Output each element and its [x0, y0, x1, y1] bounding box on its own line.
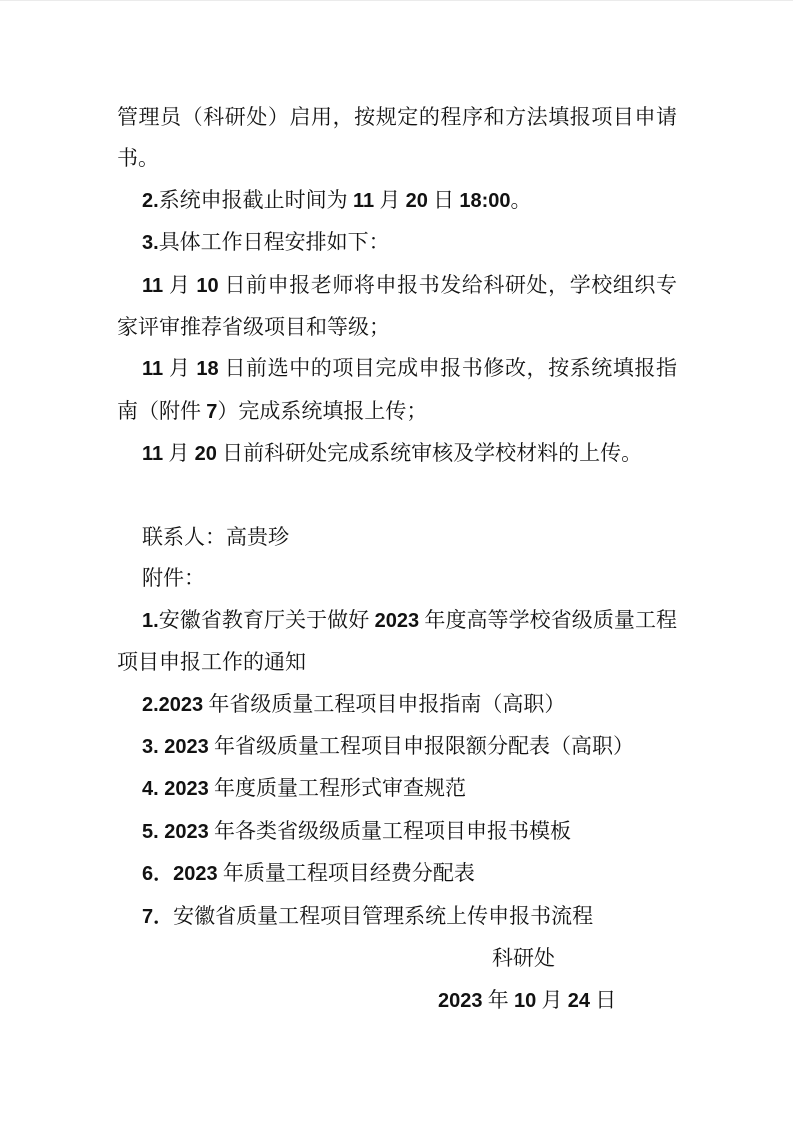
text-run: 年	[482, 987, 514, 1012]
para-attachments-label	[117, 558, 677, 599]
text-run: 具体工作日程安排如下：	[158, 230, 390, 255]
document-body	[117, 97, 677, 1022]
bold-number-run: 7	[206, 400, 218, 423]
bold-number-run: 2023	[374, 609, 420, 632]
bold-number-run: 2.	[142, 189, 159, 212]
text-run: 年省级质量工程项目申报指南（高职）	[203, 691, 566, 716]
bold-number-run: 11	[142, 274, 164, 297]
bold-number-run: 3. 2023	[142, 736, 209, 759]
text-run: 年各类省级级质量工程项目申报书模板	[208, 818, 571, 843]
attachment-5	[117, 811, 677, 853]
para-deadline	[117, 180, 677, 222]
text-run: 日前选中的项目完成申报书修改，按系统填报指南（附件	[117, 356, 678, 423]
attachment-2	[117, 684, 677, 726]
bold-number-run: 6．2023	[142, 863, 218, 886]
bold-number-run: 11	[352, 189, 375, 212]
bold-number-run: 18	[196, 358, 219, 381]
bold-number-run: 3.	[142, 232, 159, 255]
bold-number-run: 2.2023	[142, 693, 204, 716]
bold-number-run: 10	[514, 989, 537, 1012]
attachment-6	[117, 853, 677, 895]
para-schedule-intro	[117, 222, 677, 264]
text-run: 安徽省质量工程项目管理系统上传申报书流程	[173, 903, 594, 928]
text-run: 月	[163, 356, 197, 381]
text-run: 年质量工程项目经费分配表	[217, 861, 475, 886]
para-schedule-nov10	[117, 265, 677, 349]
attachment-7	[117, 896, 677, 938]
text-run: 附件：	[142, 566, 205, 591]
text-run: 科研处	[492, 946, 555, 971]
bold-number-run: 24	[567, 989, 590, 1012]
bold-number-run: 11	[142, 443, 164, 466]
bold-number-run: 18:00	[459, 189, 511, 212]
bold-number-run: 4. 2023	[142, 778, 209, 801]
para-admin-continuation	[117, 97, 677, 180]
text-run: 年度高等学校省级质量工程项目申报工作的通知	[117, 607, 677, 675]
para-contact	[117, 517, 677, 558]
bold-number-run: 5. 2023	[142, 820, 209, 843]
bold-number-run: 20	[405, 189, 428, 212]
text-run: 月	[374, 187, 406, 212]
bold-number-run: 2023	[438, 989, 483, 1012]
text-run: 年省级质量工程项目申报限额分配表（高职）	[208, 734, 634, 759]
text-run: 月	[536, 987, 568, 1012]
bold-number-run: 11	[142, 358, 164, 381]
para-schedule-nov18	[117, 348, 677, 433]
para-schedule-nov20	[117, 433, 677, 475]
attachment-4	[117, 768, 677, 810]
text-run: 管理员（科研处）启用，按规定的程序和方法填报项目申请书。	[117, 105, 677, 171]
text-run: 系统申报截止时间为	[158, 187, 353, 212]
attachment-3	[117, 726, 677, 768]
text-run: 年度质量工程形式审查规范	[208, 776, 466, 801]
text-run: 日前科研处完成系统审核及学校材料的上传。	[216, 441, 643, 466]
bold-number-run: 1.	[142, 609, 159, 632]
text-run: 月	[163, 441, 195, 466]
bold-number-run: 20	[194, 443, 217, 466]
attachment-1	[117, 600, 677, 684]
text-run: 日	[427, 187, 460, 212]
bold-number-run: 10	[196, 274, 219, 297]
text-run: 月	[163, 272, 197, 297]
bold-number-run: 7．	[142, 905, 174, 928]
text-run: 联系人：高贵珍	[142, 525, 289, 550]
para-blank-line	[117, 476, 677, 517]
text-run: 。	[510, 187, 532, 212]
text-run: 日前申报老师将申报书发给科研处，学校组织专家评审推荐省级项目和等级；	[117, 272, 678, 340]
text-run: ）完成系统填报上传；	[217, 398, 428, 423]
text-run: 日	[590, 987, 617, 1012]
signature-office	[492, 938, 677, 979]
signature-date	[438, 980, 677, 1022]
text-run: 安徽省教育厅关于做好	[158, 607, 375, 632]
